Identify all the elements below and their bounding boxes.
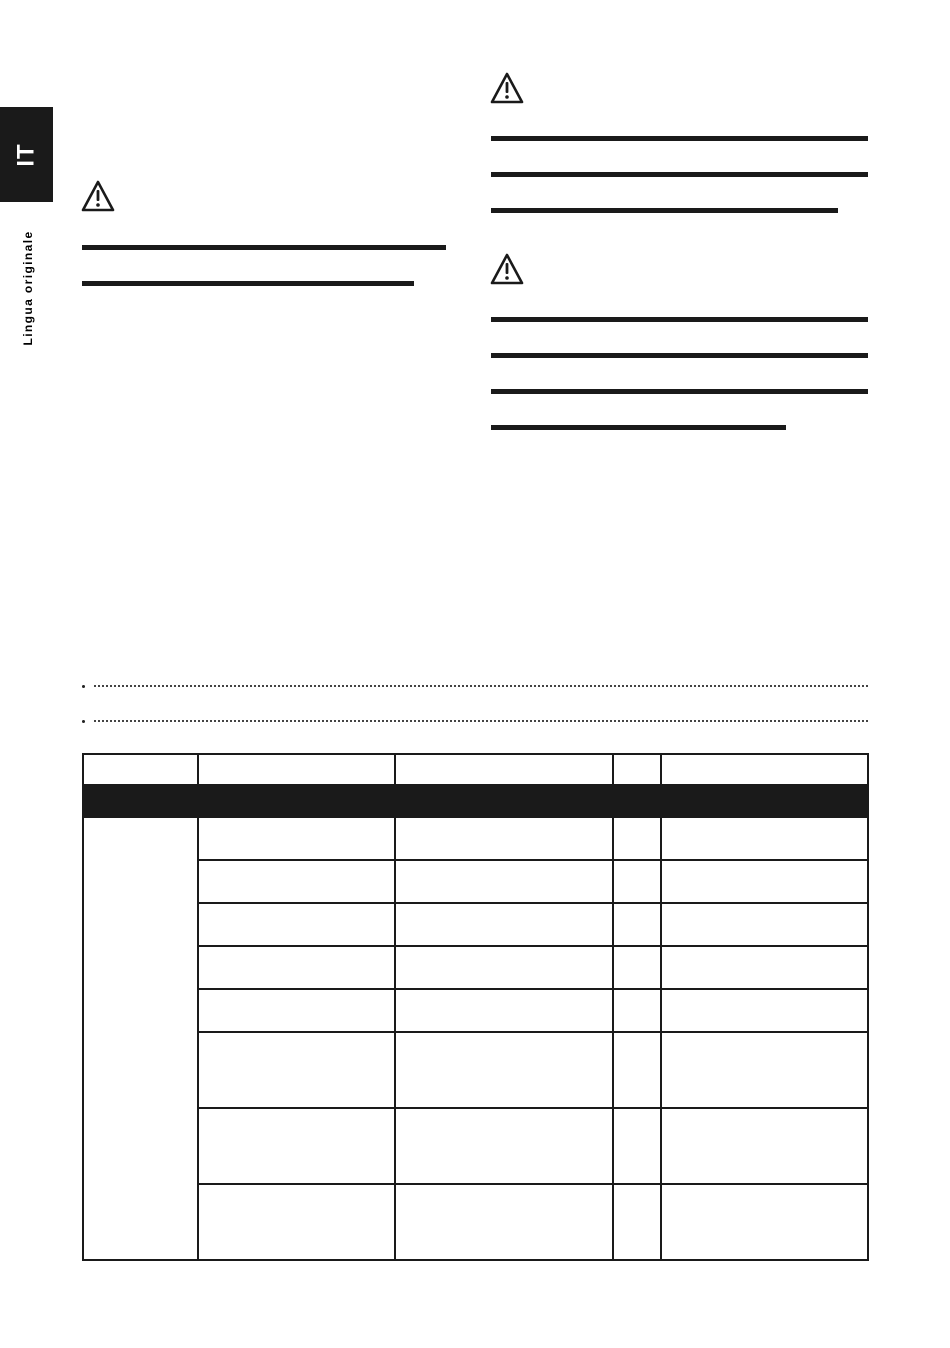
table-cell — [198, 1184, 395, 1260]
redacted-text-line — [491, 172, 868, 177]
dotted-separator — [94, 720, 868, 722]
table-cell — [661, 1184, 868, 1260]
redacted-text-line — [491, 317, 868, 322]
table-cell — [198, 903, 395, 946]
table-cell — [613, 989, 661, 1032]
table-row — [83, 989, 868, 1032]
table-section-band-cell — [83, 785, 868, 817]
table-cell — [613, 1108, 661, 1184]
table-cell — [661, 860, 868, 903]
table-row — [83, 903, 868, 946]
redacted-text-line — [82, 281, 414, 286]
table-section-band — [83, 785, 868, 817]
redacted-text-line — [491, 389, 868, 394]
table-row — [83, 817, 868, 860]
table-row — [83, 946, 868, 989]
table-row — [83, 1184, 868, 1260]
table-cell — [661, 989, 868, 1032]
table-cell — [198, 946, 395, 989]
redacted-text-line — [491, 353, 868, 358]
table-header-row — [83, 754, 868, 785]
table-cell — [395, 754, 613, 785]
warning-triangle-icon — [490, 253, 524, 285]
table-row — [83, 1032, 868, 1108]
original-language-label: Lingua originale — [21, 230, 35, 346]
table-cell — [395, 903, 613, 946]
table-group-cell — [83, 817, 198, 1260]
table-cell — [83, 754, 198, 785]
table-cell — [661, 946, 868, 989]
redacted-text-line — [82, 245, 446, 250]
table-cell — [198, 754, 395, 785]
table-cell — [661, 1108, 868, 1184]
table-cell — [661, 754, 868, 785]
table-cell — [613, 1032, 661, 1108]
table-cell — [661, 903, 868, 946]
table-cell — [661, 1032, 868, 1108]
table-cell — [395, 860, 613, 903]
table-cell — [198, 1032, 395, 1108]
table-cell — [395, 1184, 613, 1260]
specification-table — [82, 753, 869, 1261]
table-cell — [395, 1032, 613, 1108]
language-tab — [0, 107, 53, 202]
table-cell — [198, 989, 395, 1032]
table-cell — [395, 817, 613, 860]
redacted-text-line — [491, 136, 868, 141]
table-cell — [613, 754, 661, 785]
bullet-dot — [82, 685, 85, 688]
redacted-text-line — [491, 425, 786, 430]
language-code: IT — [12, 142, 40, 167]
warning-triangle-icon — [81, 180, 115, 212]
table-cell — [613, 1184, 661, 1260]
table-cell — [395, 989, 613, 1032]
table-cell — [661, 817, 868, 860]
table-cell — [613, 817, 661, 860]
table-cell — [395, 946, 613, 989]
table-cell — [613, 946, 661, 989]
table-cell — [198, 1108, 395, 1184]
table-row — [83, 1108, 868, 1184]
table-cell — [613, 903, 661, 946]
warning-triangle-icon — [490, 72, 524, 104]
dotted-separator — [94, 685, 868, 687]
table-cell — [613, 860, 661, 903]
table-cell — [395, 1108, 613, 1184]
redacted-text-line — [491, 208, 838, 213]
table-cell — [198, 817, 395, 860]
bullet-dot — [82, 720, 85, 723]
table-cell — [198, 860, 395, 903]
table-row — [83, 860, 868, 903]
